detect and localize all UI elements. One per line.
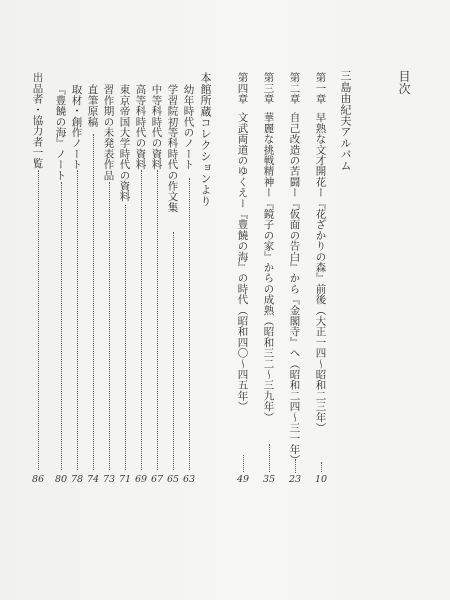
toc-title: 目次 [397,70,411,95]
collection-item-1: 幼年時代のノート [182,84,195,170]
collection-item-2-leader [173,232,174,470]
collection-item-1-leader [189,178,190,470]
collection-item-5: 東京帝国大学時代の資料 [118,84,131,202]
chapter-2-leader [295,459,296,473]
chapter-1-page: 10 [314,474,328,485]
collection-item-5-page: 71 [118,474,132,485]
exhibitors-leader [38,170,39,470]
collection-item-8: 取材・創作ノート [70,84,83,170]
chapter-4-title: 文武両道のゆくえー『豊饒の海』の時代（昭和四〇〜四五年） [236,112,249,412]
collection-item-6: 習作期の未発表作品 [102,84,115,181]
collection-item-4: 高等科時代の資料 [134,84,147,170]
chapter-4-page: 49 [236,474,250,485]
album-heading: 三島由紀夫アルバム [339,70,352,171]
collection-item-7-page: 74 [86,474,100,485]
exhibitors-list: 出品者・協力者一覧 [31,72,44,169]
chapter-4-number: 第四章 [236,72,249,105]
collection-item-2: 学習院初等科時代の作文集 [166,84,179,213]
exhibitors-page: 86 [31,474,45,485]
collection-item-3: 中等科時代の資料 [150,84,163,170]
collection-item-4-leader [141,170,142,470]
chapter-1-number: 第一章 [314,72,327,105]
chapter-3-title: 華麗な挑戦精神ー『鏡子の家』からの成熟（昭和三二〜三九年） [262,112,275,423]
collection-heading: 本館所蔵コレクションより [199,72,212,207]
collection-item-4-page: 69 [134,474,148,485]
collection-item-1-page: 63 [182,474,196,485]
collection-item-8-page: 78 [70,474,84,485]
chapter-2-title: 自己改造の苦闘ー『仮面の告白』から『金閣寺』へ（昭和二四〜三一年） [288,112,301,466]
chapter-2-page: 23 [288,474,302,485]
collection-item-9: 『豊饒の海』ノート [54,84,67,181]
chapter-4-leader [243,455,244,472]
chapter-3-number: 第三章 [262,72,275,105]
collection-item-7-leader [93,134,94,470]
chapter-1-title: 早熟な文才開花ー『花ざかりの森』前後（大正一四〜昭和二三年） [314,112,327,433]
collection-item-2-page: 65 [166,474,180,485]
collection-item-8-leader [77,170,78,470]
collection-item-9-leader [61,182,62,470]
chapter-2-number: 第二章 [288,72,301,105]
collection-item-6-page: 73 [102,474,116,485]
chapter-1-leader [321,462,322,472]
chapter-3-leader [269,444,270,472]
collection-item-5-leader [125,205,126,470]
collection-item-6-leader [109,182,110,470]
collection-item-9-page: 80 [54,474,68,485]
collection-item-7: 直筆原稿 [86,84,99,127]
collection-item-3-page: 67 [150,474,164,485]
chapter-3-page: 35 [262,474,276,485]
collection-item-3-leader [157,170,158,470]
